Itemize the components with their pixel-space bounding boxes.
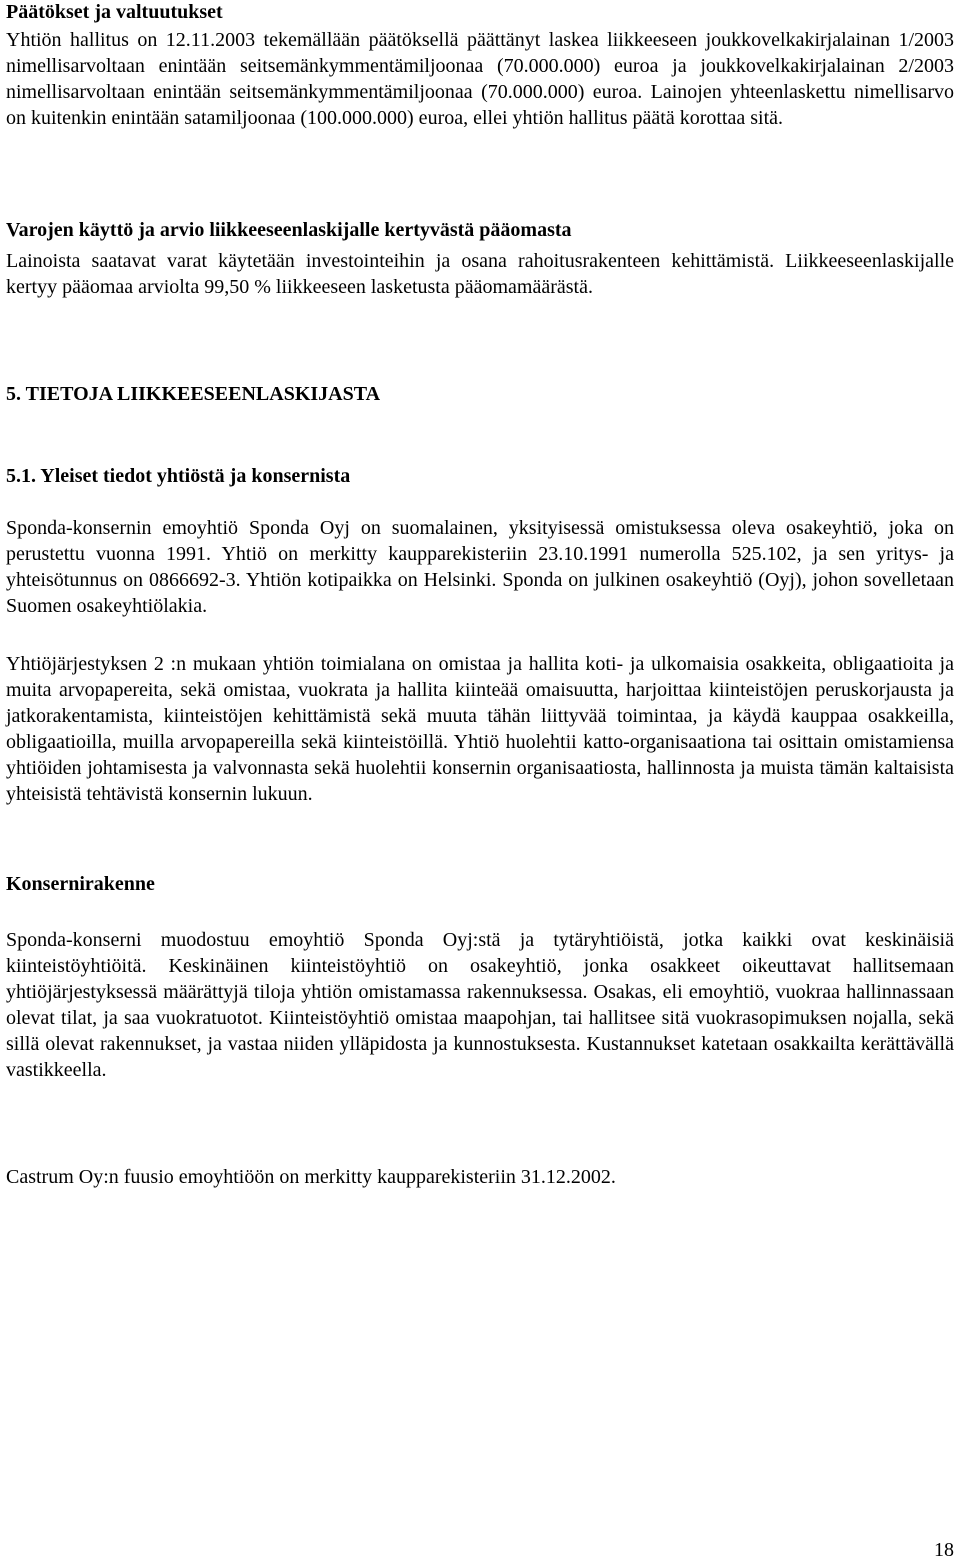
group-structure-heading: Konsernirakenne: [6, 873, 155, 895]
general-info-paragraph-2: Yhtiöjärjestyksen 2 :n mukaan yhtiön toimialana on omistaa ja hallita koti- ja ulkomaisia osakkeita, obligaatioita ja muita arvopapereita, sekä omistaa, vuokrata ja hallita kiinteää omaisuutta, harjoittaa kiinteistöjen peruskorjausta ja jatkorakentamista, kiinteistöjen kehittämistä sekä muuta tähän liittyvää toimintaa, ja käydä kauppaa osakkeilla, obligaatioilla, muilla arvopapereilla sekä kiinteistöillä. Yhtiö huolehtii katto-organisaationa tai osittain omistamiensa yhtiöiden johtamisesta ja valvonnasta sekä huolehtii konsernin organisaatiosta, hallinnosta ja muista tämän kaltaisista yhteisistä tehtävistä konsernin lukuun.: [6, 653, 954, 805]
decisions-paragraph: Yhtiön hallitus on 12.11.2003 tekemällään päätöksellä päättänyt laskea liikkeeseen joukkovelkakirjalainan 1/2003 nimellisarvoltaan enintään seitsemänkymmentämiljoonaa (70.000.000) euroa ja joukkovelkakirjalainan 2/2003 nimellisarvoltaan enintään seitsemänkymmentämiljoonaa (70.000.000) euroa. Lainojen yhteenlaskettu nimellisarvo on kuitenkin enintään satamiljoonaa (100.000.000) euroa, ellei yhtiön hallitus päätä korottaa sitä.: [6, 29, 954, 129]
issuer-section-title: 5. TIETOJA LIIKKEESEENLASKIJASTA: [6, 383, 381, 405]
decisions-heading: Päätökset ja valtuutukset: [6, 1, 223, 23]
general-info-paragraph-1: Sponda-konsernin emoyhtiö Sponda Oyj on suomalainen, yksityisessä omistuksessa oleva osakeyhtiö, joka on perustettu vuonna 1991. Yhtiö on merkitty kaupparekisteriin 23.10.1991 numerolla 525.102, ja sen yritys- ja yhteisötunnus on 0866692-3. Yhtiön kotipaikka on Helsinki. Sponda on julkinen osakeyhtiö (Oyj), johon sovelletaan Suomen osakeyhtiölakia.: [6, 517, 954, 617]
general-info-heading: 5.1. Yleiset tiedot yhtiöstä ja konsernista: [6, 465, 351, 487]
use-of-funds-heading: Varojen käyttö ja arvio liikkeeseenlaskijalle kertyvästä pääomasta: [6, 219, 572, 241]
page-number: 18: [934, 1539, 954, 1561]
use-of-funds-paragraph: Lainoista saatavat varat käytetään investointeihin ja osana rahoitusrakenteen kehittämistä. Liikkeeseenlaskijalle kertyy pääomaa arviolta 99,50 % liikkeeseen lasketusta pääomamäärästä.: [6, 250, 954, 298]
group-structure-paragraph-2: Castrum Oy:n fuusio emoyhtiöön on merkitty kaupparekisteriin 31.12.2002.: [6, 1166, 616, 1188]
group-structure-paragraph-1: Sponda-konserni muodostuu emoyhtiö Sponda Oyj:stä ja tytäryhtiöistä, jotka kaikki ovat keskinäisiä kiinteistöyhtiöitä. Keskinäinen kiinteistöyhtiö on osakeyhtiö, jonka osakkeet oikeuttavat hallitsemaan yhtiöjärjestyksessä määrättyjä tiloja yhtiön omistamassa rakennuksessa. Osakas, eli emoyhtiö, vuokraa hallinnassaan olevat tilat, ja saa vuokratuotot. Kiinteistöyhtiö omistaa maapohjan, tai hallitsee sitä vuokrasopimuksen nojalla, sekä sillä olevat rakennukset, ja vastaa niiden ylläpidosta ja kunnostuksesta. Kustannukset katetaan osakkailta kerättävällä vastikkeella.: [6, 929, 954, 1081]
